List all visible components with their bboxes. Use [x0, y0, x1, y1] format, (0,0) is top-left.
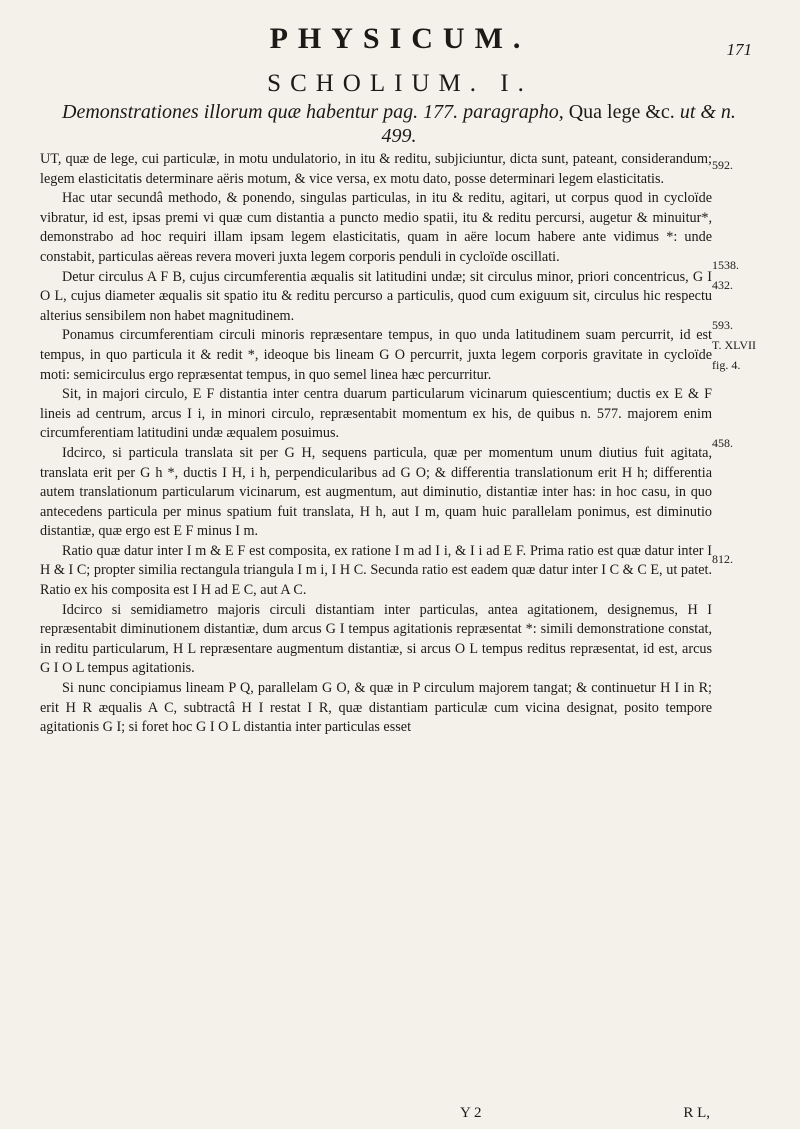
- catchword: R L,: [683, 1105, 710, 1121]
- margin-note: T. XLVII: [712, 338, 756, 352]
- subtitle-italic: Demonstrationes illorum quæ habentur pag. 177. paragrapho,: [62, 101, 564, 123]
- margin-note: 593.: [712, 318, 733, 332]
- paragraph-3: Detur circulus A F B, cujus circumferentia æqualis sit latitudini undæ; sit circulus minor, priori concentricus, G I O L, cujus diameter æqualis sit spatio itu & reditu percurso a particulis, quod cum exiguum sit, circulus hic respectu alterius sensibilem non habet magnitudinem.: [40, 268, 712, 324]
- page-number: 171: [726, 40, 752, 59]
- paragraph-2: Hac utar secundâ methodo, & ponendo, singulas particulas, in itu & reditu, agitari, ut corpus quod in cycloïde vibratur, id est, ipsas premi vi quæ cum distantia a puncto medio spatii, itu & reditu percursi, augetur & minuitur*, demonstrabo ad hoc requiri illam ipsam legem elasticitatis, quam in aëre locum habere ante vidimus *: unde constabit, particulas aëreas revera moveri juxta legem corporis penduli in cycloïde oscillati.: [40, 190, 712, 265]
- paragraph-4: Ponamus circumferentiam circuli minoris repræsentare tempus, in quo unda latitudinem suam percurrit, id est tempus, in quo particula it & redit *, ideoque bis lineam G O percurrit, juxta legem corporis gravitate in cycloïde moti: semicirculus ergo repræsentat tempus, in quo semel linea hæc percurritur.: [40, 327, 712, 383]
- paragraph-1: UT, quæ de lege, cui particulæ, in motu undulatorio, in itu & reditu, subjiciuntur, dicta sunt, pateant, considerandum; legem elasticitatis determinare aëris motum, & vice versa, ex motu dato, posse determinari legem elasticitatis.: [40, 151, 712, 187]
- subtitle-upright: Qua lege &c.: [568, 101, 675, 123]
- section-subtitle: [54, 100, 744, 148]
- margin-note: 812.: [712, 552, 733, 566]
- paragraph-9: Si nunc concipiamus lineam P Q, parallelam G O, & quæ in P circulum majorem tangat; & continuetur H I in R; erit H R æqualis A C, subtractâ H I restat I R, quæ distantiam particulæ cum vicina designat, posito tempore agitationis G I; si foret hoc G I O L distantia inter particulas esset: [40, 680, 712, 736]
- paragraph-8: Idcirco si semidiametro majoris circuli distantiam inter particulas, antea agitationem, designemus, H I repræsentabit diminutionem distantiæ, dum arcus G I tempus agitationis repræsentat *: simili demonstratione constat, in reditu particularum, H L repræsentare augmentum distantiæ, si arcus O L tempus reditus repræsentat, id est, arcus G I O L tempus agitationis.: [40, 601, 712, 677]
- section-title: SCHOLIUM. I.: [267, 70, 533, 97]
- margin-note: 592.: [712, 158, 733, 172]
- margin-note: 1538.: [712, 258, 739, 272]
- page-footer: [460, 1105, 710, 1122]
- paragraph-6: Idcirco, si particula translata sit per G H, sequens particula, quæ per momentum unum diutius fuit agitata, translata erit per G h *, ductis I H, i h, perpendicularibus ad G O; & differentia translationum erit H h; differentia autem translationum particularum vicinarum, est augmentum, aut diminutio, distantiæ inter has: in hoc casu, in quo antecedens particula per minus spatium fuit translata, H h, aut I m, quam huic parallelam ponimus, est diminutio distantiæ, quæ ergo est E F minus I m.: [40, 444, 712, 540]
- margin-note: 458.: [712, 436, 733, 450]
- subtitle-tail: ut & n. 499.: [381, 101, 736, 147]
- margin-note: fig. 4.: [712, 358, 741, 372]
- body-text: [40, 150, 712, 738]
- paragraph-5: Sit, in majori circulo, E F distantia inter centra duarum particularum vicinarum quiescentium; ductis ex E & F lineis ad centrum, arcus I i, in minori circulo, repræsentabit momentum ex his, de quibus n. 577. majorem enim circumferentiam latitudini undæ æqualem posuimus.: [40, 386, 712, 442]
- paragraph-7: Ratio quæ datur inter I m & E F est composita, ex ratione I m ad I i, & I i ad E F. Prima ratio est quæ datur inter I H & I C; propter similia rectangula triangula I m i, I H C. Secunda ratio est eadem quæ datur inter I C & C E, ut patet. Ratio ex his composita est I H ad E C, aut A C.: [40, 542, 712, 599]
- running-title: PHYSICUM.: [269, 22, 531, 55]
- signature-mark: Y 2: [460, 1105, 482, 1121]
- margin-note: 432.: [712, 278, 733, 292]
